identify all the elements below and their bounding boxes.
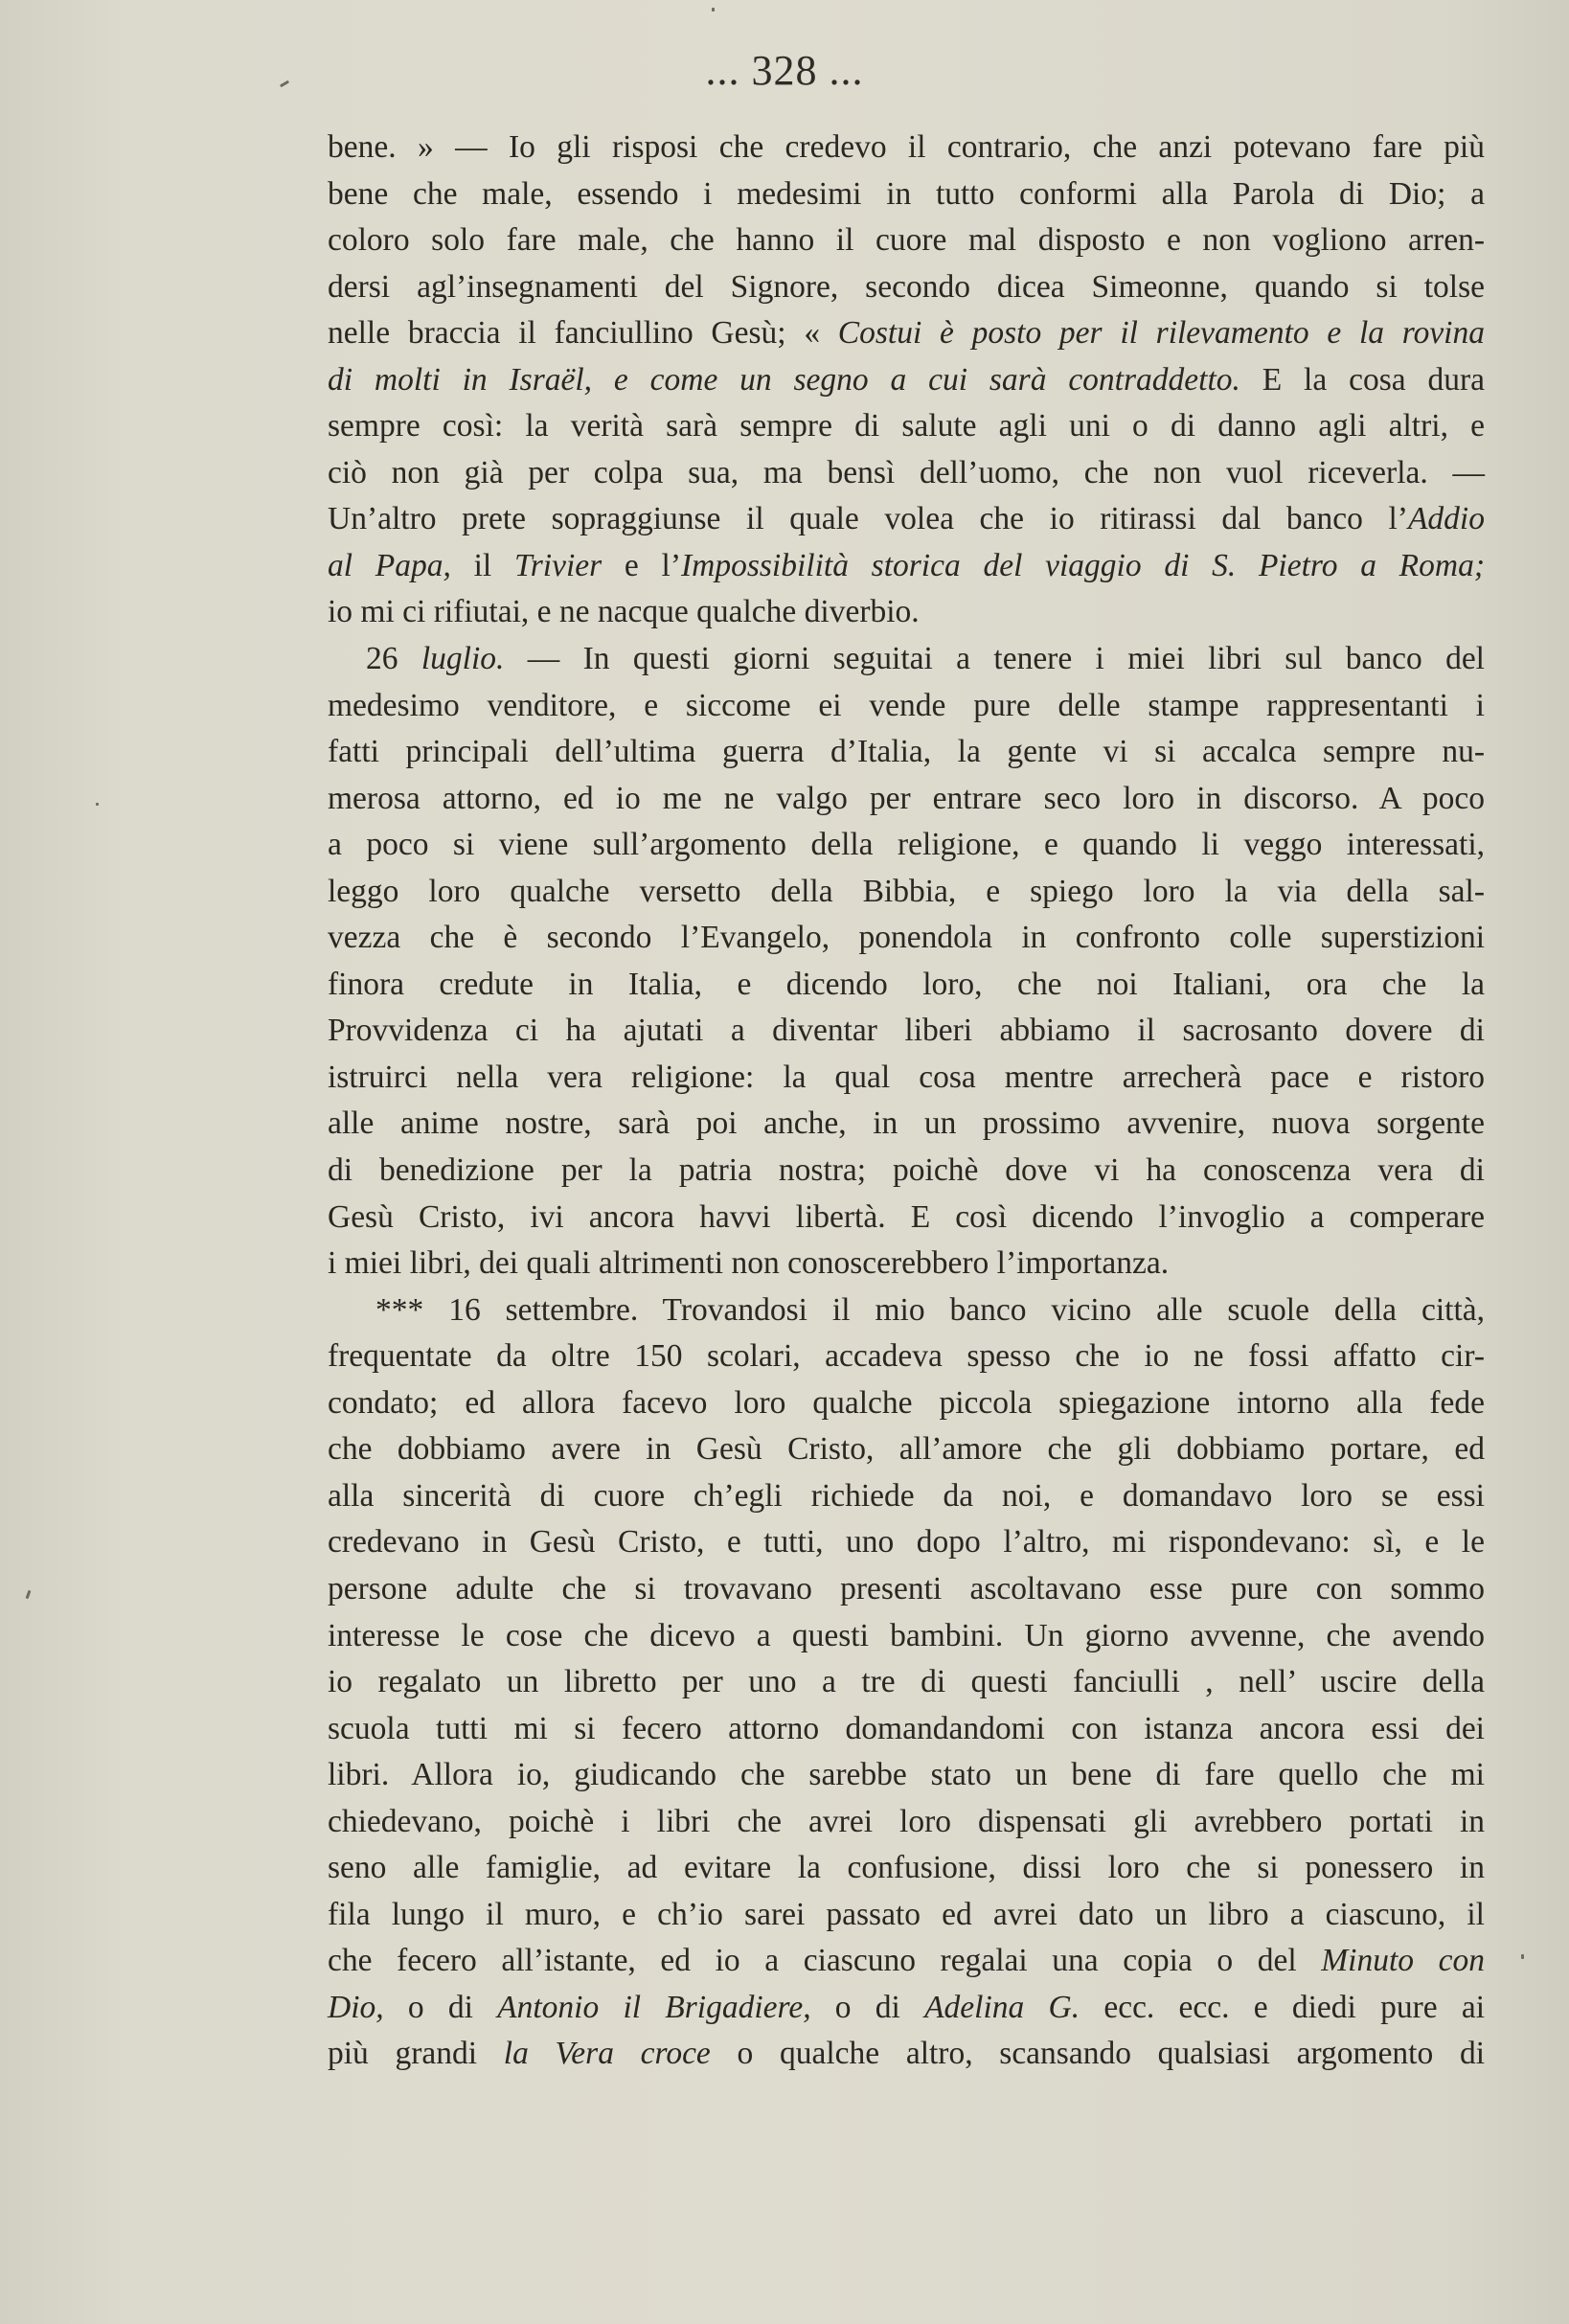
text-line — [328, 1380, 1485, 1427]
text-segment: più grandi — [328, 2036, 504, 2072]
italic-text-segment: Dio, — [328, 1989, 384, 2025]
italic-text-segment: Minuto con — [1321, 1943, 1485, 1979]
text-line — [328, 1706, 1485, 1753]
text-line — [328, 403, 1485, 450]
text-line — [328, 1287, 1485, 1334]
italic-text-segment: luglio. — [421, 641, 505, 677]
text-line — [328, 1845, 1485, 1892]
text-line — [328, 2031, 1485, 2078]
text-segment: fatti principali dell’ultima guerra d’Italia, la gente vi si accalca sempre nu- — [328, 734, 1485, 770]
text-line — [328, 1195, 1485, 1242]
text-segment: Un’altro prete sopraggiunse il quale volea che io ritirassi dal banco l’ — [328, 501, 1408, 537]
text-segment: i miei libri, dei quali altrimenti non conoscerebbero l’importanza. — [328, 1245, 1170, 1282]
text-segment: io regalato un libretto per uno a tre di questi fanciulli , nell’ uscire della — [328, 1664, 1485, 1700]
text-segment: scuola tutti mi si fecero attorno domandandomi con istanza ancora essi dei — [328, 1710, 1485, 1746]
text-line — [328, 1519, 1485, 1566]
paper-speck — [26, 1590, 32, 1599]
text-line — [328, 357, 1485, 404]
text-segment: fila lungo il muro, e ch’io sarei passato ed avrei dato un libro a ciascuno, il — [328, 1896, 1485, 1932]
italic-text-segment: Trivier — [513, 547, 603, 583]
text-line — [328, 1333, 1485, 1380]
text-segment: a poco si viene sull’argomento della religione, e quando li veggo interessati, — [328, 827, 1485, 863]
text-line — [328, 543, 1485, 590]
text-segment: interesse le cose che dicevo a questi bambini. Un giorno avvenne, che avendo — [328, 1617, 1485, 1653]
text-line — [328, 1101, 1485, 1148]
text-line — [328, 125, 1485, 171]
italic-text-segment: Antonio il Brigadiere, — [497, 1989, 811, 2025]
text-line — [328, 1985, 1485, 2032]
text-line — [328, 264, 1485, 311]
text-line — [328, 1799, 1485, 1846]
text-line — [328, 1659, 1485, 1706]
text-line — [328, 1752, 1485, 1799]
text-segment: libri. Allora io, giudicando che sarebbe stato un bene di fare quello che mi — [328, 1757, 1485, 1793]
text-segment: frequentate da oltre 150 scolari, accadeva spesso che io ne fossi affatto cir- — [328, 1338, 1485, 1375]
text-line — [328, 1148, 1485, 1195]
text-line — [328, 217, 1485, 264]
text-segment: finora credute in Italia, e dicendo loro, che noi Italiani, ora che la — [328, 966, 1485, 1002]
text-segment: vezza che è secondo l’Evangelo, ponendola in confronto colle superstizioni — [328, 920, 1485, 956]
text-segment: o qualche altro, scansando qualsiasi argomento di — [710, 2036, 1485, 2072]
text-segment: *** 16 settembre. Trovandosi il mio banco vicino alle scuole della città, — [375, 1291, 1485, 1328]
text-line — [328, 1566, 1485, 1613]
text-segment: persone adulte che si trovavano presenti ascoltavano esse pure con sommo — [328, 1570, 1485, 1606]
paper-speck — [712, 8, 715, 11]
paper-speck — [1521, 1954, 1524, 1959]
text-line — [328, 869, 1485, 916]
text-segment: coloro solo fare male, che hanno il cuore mal disposto e non vogliono arren- — [328, 222, 1485, 259]
text-line — [328, 683, 1485, 730]
text-segment: leggo loro qualche versetto della Bibbia, e spiego loro la via della sal- — [328, 873, 1485, 909]
italic-text-segment: Addio — [1407, 501, 1485, 537]
text-segment: di benedizione per la patria nostra; poichè dove vi ha conoscenza vera di — [328, 1152, 1485, 1189]
text-line — [328, 450, 1485, 497]
page-number: ... 328 ... — [705, 47, 864, 94]
text-segment: bene che male, essendo i medesimi in tutto conformi alla Parola di Dio; a — [328, 175, 1485, 212]
text-line — [328, 776, 1485, 823]
body-text — [328, 125, 1485, 2078]
italic-text-segment: di molti in Israël, e come un segno a cui sarà contraddetto. — [328, 361, 1240, 398]
text-segment: che fecero all’istante, ed io a ciascuno regalai una copia o del — [328, 1943, 1322, 1979]
text-segment: il — [450, 547, 514, 583]
text-line — [328, 822, 1485, 869]
text-segment: dersi agl’insegnamenti del Signore, secondo dicea Simeonne, quando si tolse — [328, 268, 1485, 305]
text-segment: ecc. ecc. e diedi pure ai — [1080, 1989, 1486, 2025]
text-segment: alla sincerità di cuore ch’egli richiede da noi, e domandavo loro se essi — [328, 1477, 1485, 1514]
italic-text-segment: Adelina G. — [924, 1989, 1080, 2025]
text-line — [328, 729, 1485, 776]
text-segment: Gesù Cristo, ivi ancora havvi libertà. E così dicendo l’invoglio a comperare — [328, 1198, 1485, 1235]
text-line — [328, 171, 1485, 218]
text-line — [328, 1008, 1485, 1055]
text-line — [328, 636, 1485, 683]
text-segment: condato; ed allora facevo loro qualche piccola spiegazione intorno alla fede — [328, 1384, 1485, 1421]
text-segment: istruirci nella vera religione: la qual cosa mentre arrecherà pace e ristoro — [328, 1059, 1485, 1095]
text-segment: bene. » — Io gli risposi che credevo il contrario, che anzi potevano fare più — [328, 129, 1485, 165]
text-segment: sempre così: la verità sarà sempre di salute agli uni o di danno agli altri, e — [328, 408, 1485, 444]
text-segment: chiedevano, poichè i libri che avrei loro dispensati gli avrebbero portati in — [328, 1803, 1485, 1839]
text-line — [328, 589, 1485, 636]
italic-text-segment: al Papa, — [328, 547, 451, 583]
text-segment: merosa attorno, ed io me ne valgo per entrare seco loro in discorso. A poco — [328, 780, 1485, 816]
text-segment: 26 — [366, 641, 421, 677]
text-segment: medesimo venditore, e siccome ei vende pure delle stampe rappresentanti i — [328, 687, 1485, 723]
text-line — [328, 1473, 1485, 1520]
text-segment: o di — [810, 1989, 925, 2025]
text-line — [328, 1055, 1485, 1102]
text-line — [328, 1613, 1485, 1660]
text-line — [328, 1241, 1485, 1287]
text-line — [328, 1426, 1485, 1473]
text-line — [328, 1938, 1485, 1985]
text-line — [328, 496, 1485, 543]
text-segment: seno alle famiglie, ad evitare la confusione, dissi loro che si ponessero in — [328, 1850, 1485, 1886]
text-segment: che dobbiamo avere in Gesù Cristo, all’amore che gli dobbiamo portare, ed — [328, 1431, 1485, 1468]
text-segment: Provvidenza ci ha ajutati a diventar liberi abbiamo il sacrosanto dovere di — [328, 1013, 1485, 1049]
text-line — [328, 915, 1485, 962]
text-segment: o di — [383, 1989, 498, 2025]
text-segment: nelle braccia il fanciullino Gesù; « — [328, 315, 838, 352]
italic-text-segment: la Vera croce — [503, 2036, 711, 2072]
text-segment: — In questi giorni seguitai a tenere i miei libri sul banco del — [504, 641, 1485, 677]
text-segment: credevano in Gesù Cristo, e tutti, uno dopo l’altro, mi rispondevano: sì, e le — [328, 1524, 1485, 1561]
text-segment: E la cosa dura — [1239, 361, 1485, 398]
text-line — [328, 1892, 1485, 1939]
text-segment: io mi ci rifiutai, e ne nacque qualche diverbio. — [328, 594, 920, 630]
italic-text-segment: Impossibilità storica del viaggio di S. Pietro a Roma; — [680, 547, 1485, 583]
italic-text-segment: Costui è posto per il rilevamento e la rovina — [837, 315, 1485, 352]
text-segment: e l’ — [602, 547, 681, 583]
text-segment: alle anime nostre, sarà poi anche, in un prossimo avvenire, nuova sorgente — [328, 1105, 1485, 1142]
text-segment: ciò non già per colpa sua, ma bensì dell’uomo, che non vuol riceverla. — — [328, 454, 1485, 490]
text-line — [328, 962, 1485, 1009]
paper-speck — [96, 803, 99, 806]
text-line — [328, 310, 1485, 357]
